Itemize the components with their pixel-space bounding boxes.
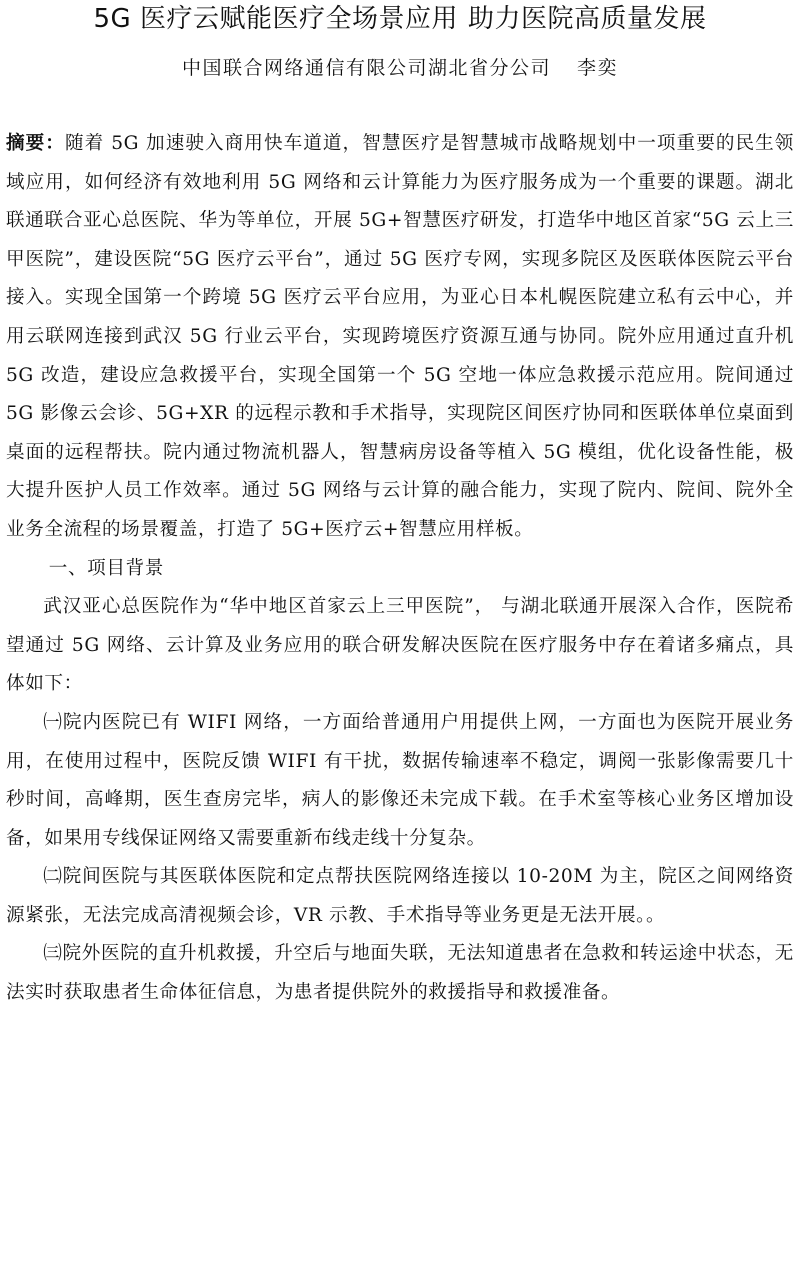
byline-organization: 中国联合网络通信有限公司湖北省分公司 <box>181 57 551 79</box>
section-heading: 一、项目背景 <box>48 557 164 579</box>
document-body <box>6 125 794 1013</box>
byline-author: 李奕 <box>577 57 619 79</box>
title-main: 5G 医疗云赋能医疗全场景应用 <box>93 4 458 34</box>
section-intro-paragraph: 武汉亚心总医院作为“华中地区首家云上三甲医院”， 与湖北联通开展深入合作，医院希望通过 5G 网络、云计算及业务应用的联合研发解决医院在医疗服务中存在着诸多痛点，具体如下： <box>6 596 794 695</box>
byline <box>0 54 800 82</box>
title-sub: 助力医院高质量发展 <box>467 4 707 34</box>
pain-point-2: ㈡院间医院与其医联体医院和定点帮扶医院网络连接以 10-20M 为主，院区之间网络资源紧张，无法完成高清视频会诊，VR 示教、手术指导等业务更是无法开展。。 <box>6 866 794 926</box>
pain-point-3: ㈢院外医院的直升机救援，升空后与地面失联，无法知道患者在急救和转运途中状态，无法实时获取患者生命体征信息，为患者提供院外的救援指导和救援准备。 <box>6 943 794 1004</box>
abstract-paragraph <box>6 125 794 550</box>
abstract-text: 随着 5G 加速驶入商用快车道道，智慧医疗是智慧城市战略规划中一项重要的民生领域应用，如何经济有效地利用 5G 网络和云计算能力为医疗服务成为一个重要的课题。湖北联通联合亚心总医院、华为等单位，开展 5G+智慧医疗研发，打造华中地区首家“5G 云上三甲医院”，建设医院“5G 医疗云平台”，通过 5G 医疗专网，实现多院区及医联体医院云平台接入。实现全国第一个跨境 5G 医疗云平台应用，为亚心日本札幌医院建立私有云中心，并用云联网连接到武汉 5G 行业云平台，实现跨境医疗资源互通与协同。院外应用通过直升机 5G 改造，建设应急救援平台，实现全国第一个 5G 空地一体应急救援示范应用。院间通过 5G 影像云会诊、5G+XR 的远程示教和手术指导，实现院区间医疗协同和医联体单位桌面到桌面的远程帮扶。院内通过物流机器人，智慧病房设备等植入 5G 模组，优化设备性能，极大提升医护人员工作效率。通过 5G 网络与云计算的融合能力，实现了院内、院间、院外全业务全流程的场景覆盖，打造了 5G+医疗云+智慧应用样板。 <box>6 133 794 540</box>
pain-point-1: ㈠院内医院已有 WIFI 网络，一方面给普通用户用提供上网，一方面也为医院开展业务用，在使用过程中，医院反馈 WIFI 有干扰，数据传输速率不稳定，调阅一张影像需要几十秒时间，高峰期，医生查房完毕，病人的影像还未完成下载。在手术室等核心业务区增加设备，如果用专线保证网络又需要重新布线走线十分复杂。 <box>6 711 794 849</box>
abstract-label: 摘要： <box>6 133 65 154</box>
document-title <box>0 2 800 36</box>
